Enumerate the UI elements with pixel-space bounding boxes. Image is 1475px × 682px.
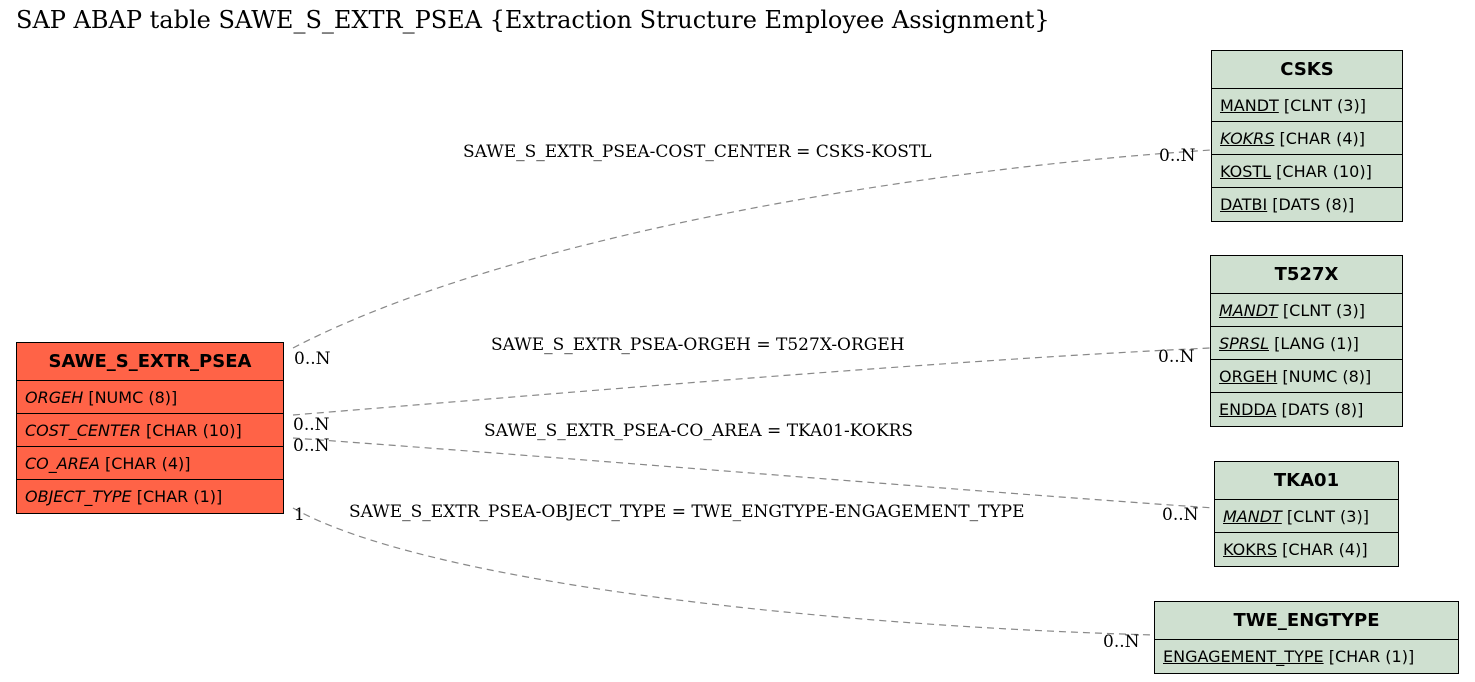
entity-header: TKA01: [1215, 462, 1398, 500]
cardinality-to-tka01: 0..N: [1162, 505, 1199, 525]
cardinality-from-csks: 0..N: [294, 349, 331, 369]
relation-label-csks: SAWE_S_EXTR_PSEA-COST_CENTER = CSKS-KOSTL: [463, 142, 932, 162]
field-row: KOKRS [CHAR (4)]: [1212, 122, 1402, 155]
cardinality-to-twe-engtype: 0..N: [1103, 632, 1140, 652]
diagram-title: SAP ABAP table SAWE_S_EXTR_PSEA {Extraction Structure Employee Assignment}: [16, 6, 1050, 34]
relation-line-t527x: [293, 348, 1210, 415]
cardinality-from-t527x: 0..N: [293, 415, 330, 435]
field-row: MANDT [CLNT (3)]: [1211, 294, 1402, 327]
entity-tka01[interactable]: [1214, 461, 1399, 567]
field-row: ENGAGEMENT_TYPE [CHAR (1)]: [1163, 647, 1415, 666]
cardinality-to-csks: 0..N: [1159, 146, 1196, 166]
field-row: SPRSL [LANG (1)]: [1211, 327, 1402, 360]
field-row: MANDT [CLNT (3)]: [1212, 89, 1402, 122]
relation-label-tka01: SAWE_S_EXTR_PSEA-CO_AREA = TKA01-KOKRS: [484, 421, 914, 441]
entity-header: SAWE_S_EXTR_PSEA: [17, 343, 283, 381]
cardinality-to-t527x: 0..N: [1158, 347, 1195, 367]
field-row: MANDT [CLNT (3)]: [1215, 500, 1398, 533]
field-row: ORGEH [NUMC (8)]: [1211, 360, 1402, 393]
entity-header: CSKS: [1212, 51, 1402, 89]
field-row: ORGEH [NUMC (8)]: [17, 381, 283, 414]
field-row: OBJECT_TYPE [CHAR (1)]: [25, 487, 223, 506]
field-row: CO_AREA [CHAR (4)]: [17, 447, 283, 480]
cardinality-from-twe-engtype: 1: [294, 505, 305, 525]
relation-label-t527x: SAWE_S_EXTR_PSEA-ORGEH = T527X-ORGEH: [491, 335, 905, 355]
entity-sawe-s-extr-psea[interactable]: [16, 342, 284, 514]
field-row: KOKRS [CHAR (4)]: [1223, 540, 1368, 559]
entity-header: TWE_ENGTYPE: [1155, 602, 1458, 640]
relation-line-csks: [293, 146, 1211, 348]
cardinality-from-tka01: 0..N: [293, 436, 330, 456]
relation-line-twe-engtype: [293, 505, 1154, 635]
entity-t527x[interactable]: [1210, 255, 1403, 427]
entity-twe-engtype[interactable]: [1154, 601, 1459, 674]
relation-line-tka01: [293, 438, 1214, 508]
entity-header: T527X: [1211, 256, 1402, 294]
field-row: COST_CENTER [CHAR (10)]: [17, 414, 283, 447]
relation-label-twe-engtype: SAWE_S_EXTR_PSEA-OBJECT_TYPE = TWE_ENGTYPE-ENGAGEMENT_TYPE: [349, 502, 1025, 522]
field-row: ENDDA [DATS (8)]: [1219, 400, 1364, 419]
field-row: KOSTL [CHAR (10)]: [1212, 155, 1402, 188]
field-row: DATBI [DATS (8)]: [1220, 195, 1355, 214]
entity-csks[interactable]: [1211, 50, 1403, 222]
